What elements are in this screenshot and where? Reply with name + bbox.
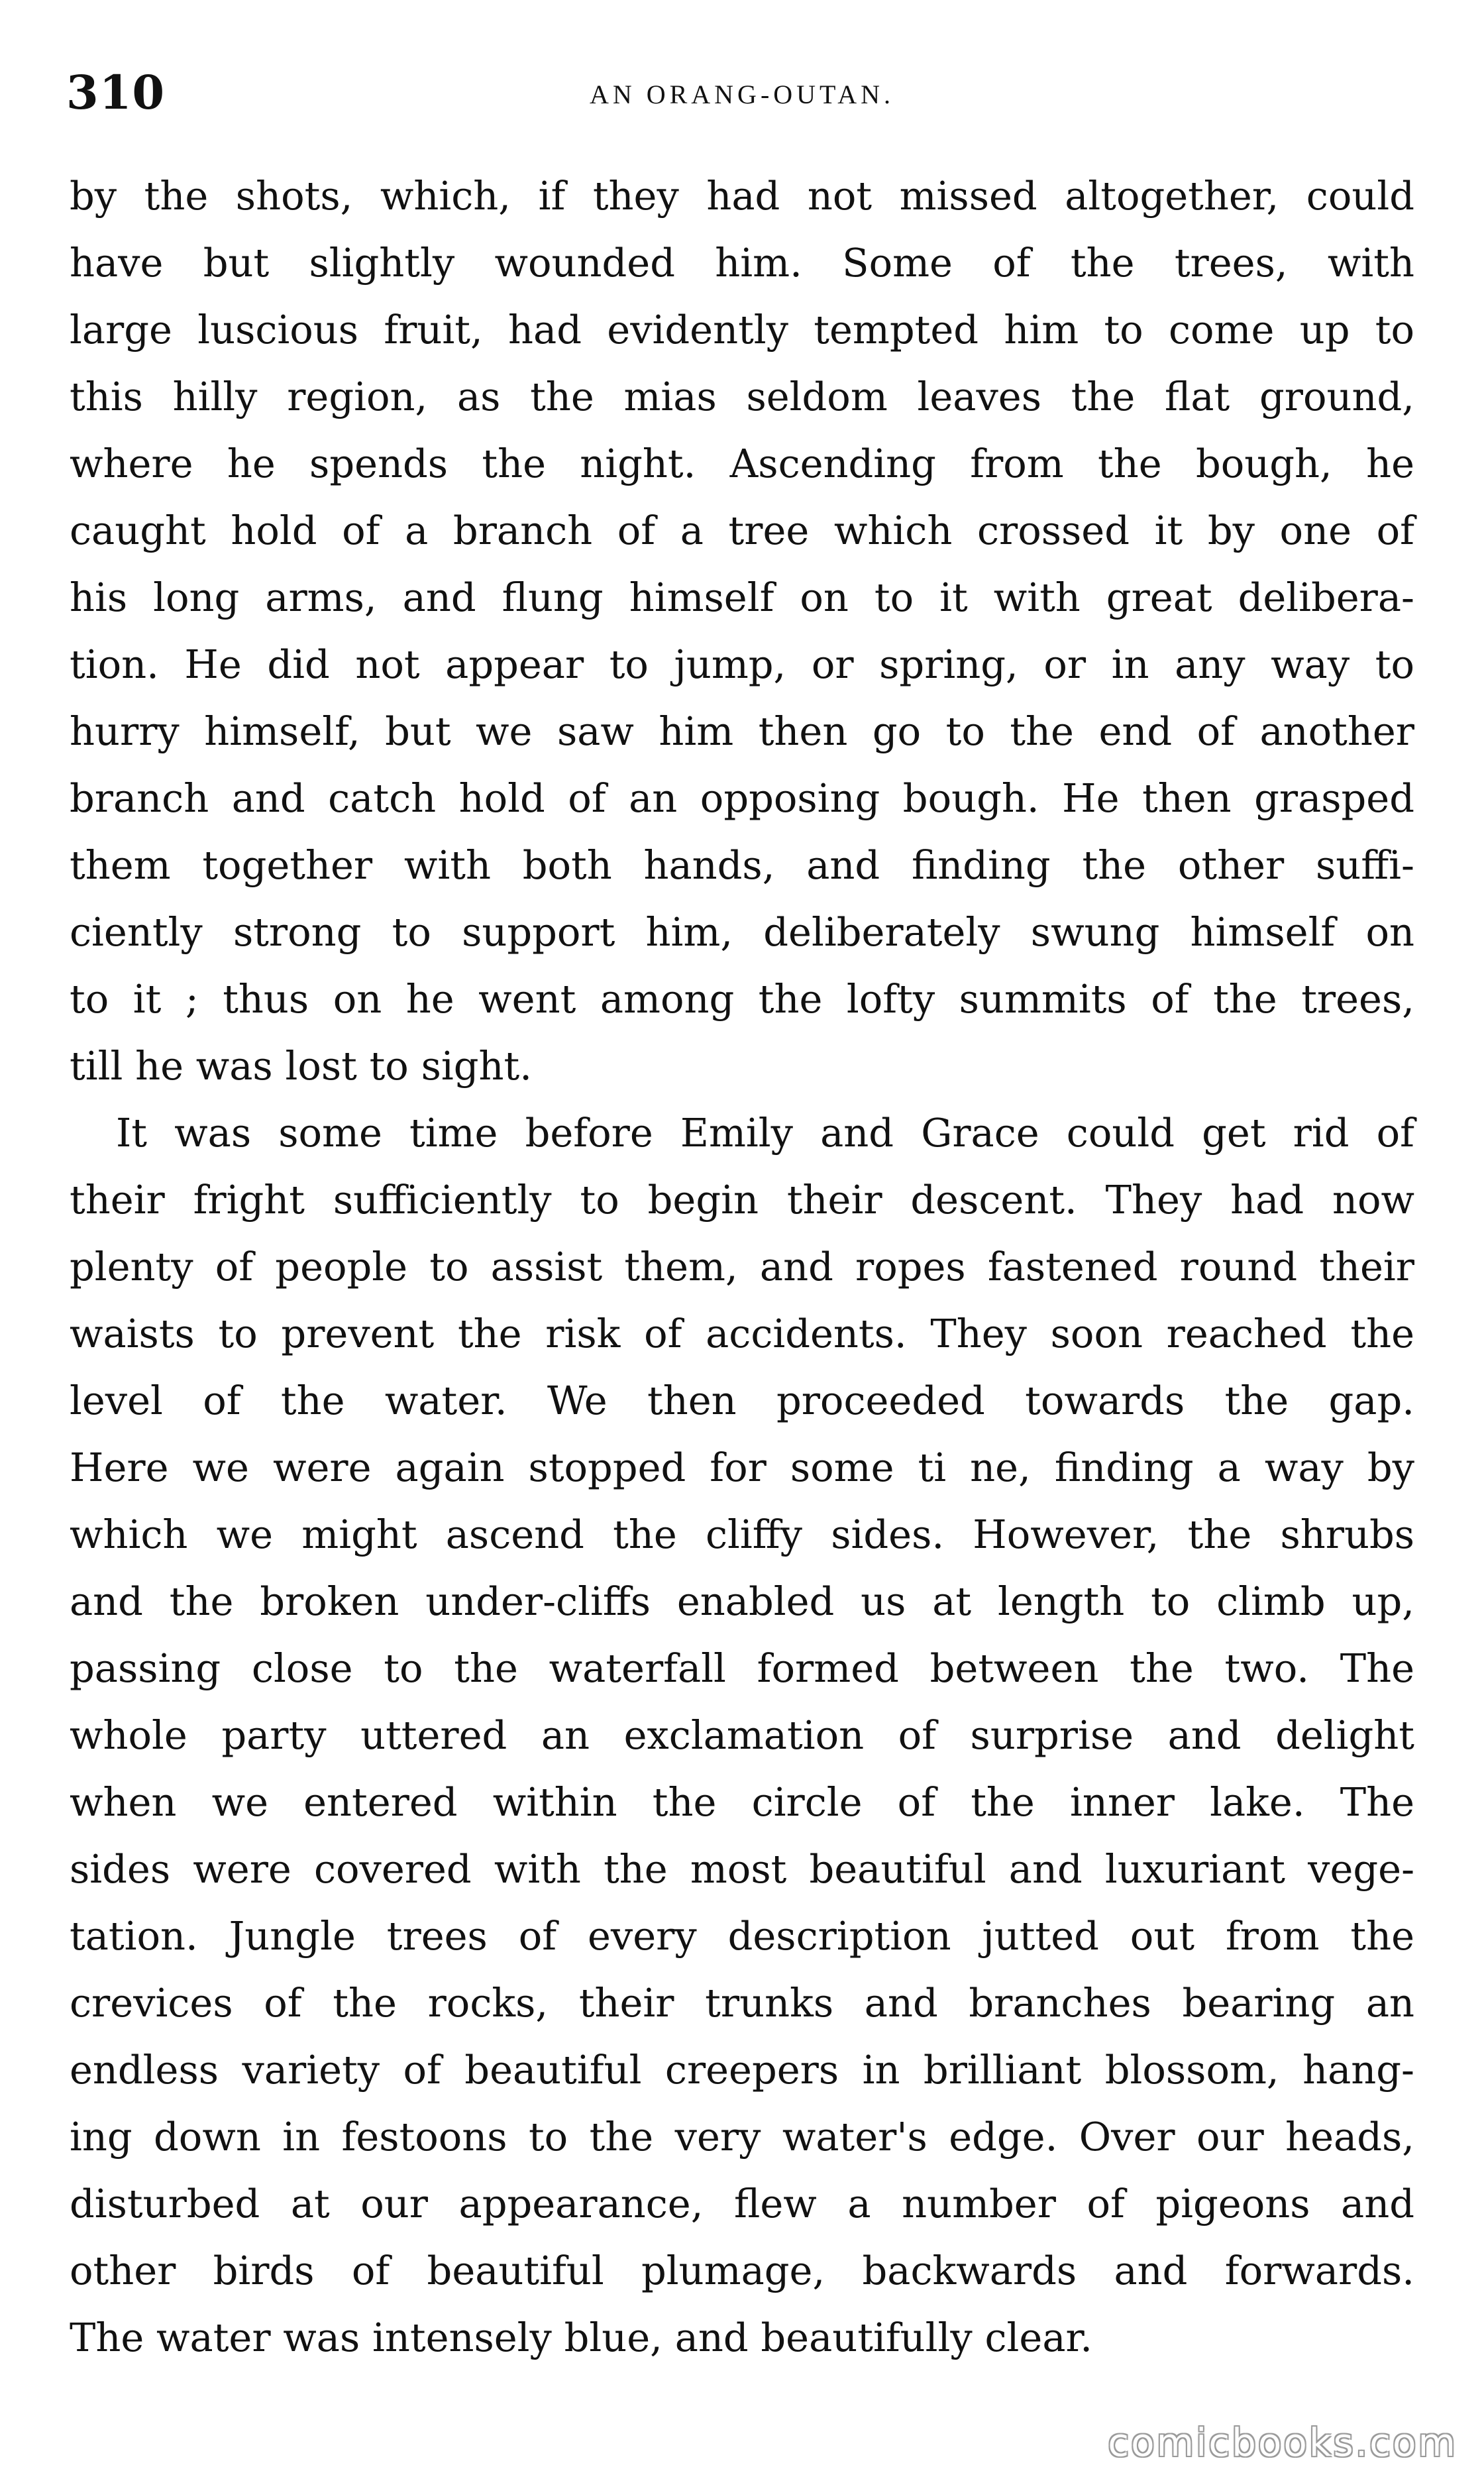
text-line: other birds of beautiful plumage, backwards and forwards. bbox=[70, 2248, 1414, 2293]
text-line: It was some time before Emily and Grace could get rid of bbox=[116, 1110, 1414, 1156]
text-line: hurry himself, but we saw him then go to the end of another bbox=[70, 708, 1414, 754]
text-line: Here we were again stopped for some ti ne, finding a way by bbox=[70, 1445, 1414, 1490]
page-header bbox=[66, 63, 1418, 123]
text-line: this hilly region, as the mias seldom leaves the flat ground, bbox=[70, 374, 1414, 419]
text-line: passing close to the waterfall formed between the two. The bbox=[70, 1645, 1414, 1691]
text-line: caught hold of a branch of a tree which crossed it by one of bbox=[70, 508, 1414, 553]
running-head: AN ORANG-OUTAN. bbox=[589, 80, 895, 109]
text-line: level of the water. We then proceeded towards the gap. bbox=[70, 1378, 1414, 1423]
text-line: endless variety of beautiful creepers in brilliant blossom, hang- bbox=[70, 2047, 1414, 2093]
text-line: ing down in festoons to the very water's edge. Over our heads, bbox=[70, 2114, 1414, 2160]
text-line: plenty of people to assist them, and ropes fastened round their bbox=[70, 1244, 1414, 1290]
page-number: 310 bbox=[66, 65, 166, 120]
text-line: to it ; thus on he went among the lofty summits of the trees, bbox=[70, 976, 1414, 1022]
body-text bbox=[70, 162, 1414, 2371]
watermark: comicbooks.com bbox=[1108, 2420, 1458, 2465]
text-line: crevices of the rocks, their trunks and branches bearing an bbox=[70, 1980, 1414, 2026]
text-line: disturbed at our appearance, flew a number of pigeons and bbox=[70, 2181, 1414, 2226]
text-line: whole party uttered an exclamation of surprise and delight bbox=[70, 1712, 1414, 1758]
text-line: by the shots, which, if they had not missed altogether, could bbox=[70, 173, 1414, 219]
text-line: have but slightly wounded him. Some of the trees, with bbox=[70, 240, 1414, 286]
text-line: large luscious fruit, had evidently tempted him to come up to bbox=[70, 307, 1414, 353]
paragraph bbox=[70, 1099, 1414, 2371]
text-line: The water was intensely blue, and beautifully clear. bbox=[70, 2315, 1092, 2360]
text-line: them together with both hands, and finding the other suffi- bbox=[70, 842, 1414, 888]
text-line: tation. Jungle trees of every description jutted out from the bbox=[70, 1913, 1414, 1959]
text-line: sides were covered with the most beautiful and luxuriant vege- bbox=[70, 1846, 1414, 1892]
text-line: their fright sufficiently to begin their descent. They had now bbox=[70, 1177, 1414, 1223]
text-line: where he spends the night. Ascending from the bough, he bbox=[70, 441, 1414, 486]
text-line: when we entered within the circle of the inner lake. The bbox=[70, 1779, 1414, 1825]
text-line: till he was lost to sight. bbox=[70, 1043, 532, 1089]
text-line: waists to prevent the risk of accidents. They soon reached the bbox=[70, 1311, 1414, 1356]
text-line: which we might ascend the cliffy sides. However, the shrubs bbox=[70, 1511, 1414, 1557]
text-line: ciently strong to support him, deliberately swung himself on bbox=[70, 909, 1414, 955]
text-line: branch and catch hold of an opposing bough. He then grasped bbox=[70, 775, 1414, 821]
text-line: his long arms, and flung himself on to it with great delibera- bbox=[70, 575, 1414, 620]
text-line: tion. He did not appear to jump, or spring, or in any way to bbox=[70, 641, 1414, 687]
text-line: and the broken under-cliffs enabled us at length to climb up, bbox=[70, 1578, 1414, 1624]
paragraph bbox=[70, 162, 1414, 1099]
